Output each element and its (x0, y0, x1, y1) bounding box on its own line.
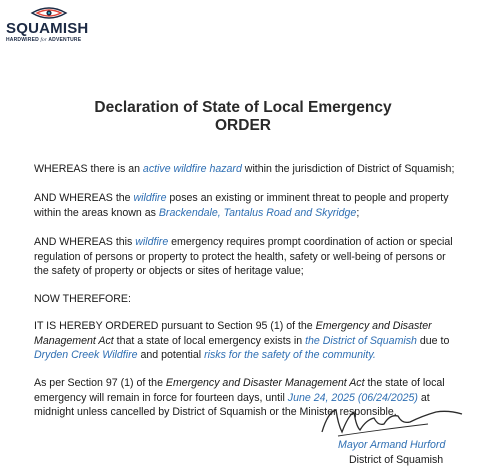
logo-tagline: HARDWIRED for ADVENTURE (6, 37, 82, 43)
paragraph-duration: As per Section 97 (1) of the Emergency and Disaster Management Act the state of local emergency will remain in force for fourteen days, until June 24, 2025 (06/24/2025) at midnight unless cancelled by District of Squamish or the Minister responsible. (34, 377, 445, 418)
paragraph-whereas-threat: AND WHEREAS the wildfire poses an existing or imminent threat to people and property within the areas known as Brackendale, Tantalus Road and Skyridge; (34, 192, 449, 219)
signatory-name: Mayor Armand Hurford (338, 439, 446, 451)
document-title: Declaration of State of Local Emergency (94, 99, 392, 116)
signature-icon (318, 402, 468, 442)
signatory-organization: District of Squamish (349, 454, 444, 466)
paragraph-now-therefore: NOW THEREFORE: (34, 293, 131, 305)
paragraph-whereas-hazard: WHEREAS there is an active wildfire hazard within the jurisdiction of District of Squamish; (34, 163, 455, 175)
logo-wordmark: SQUAMISH (6, 20, 89, 37)
document-subtitle: ORDER (215, 117, 271, 134)
paragraph-whereas-coordination: AND WHEREAS this wildfire emergency requires prompt coordination of action or special regulation of persons or property to protect the health, safety or well-being of persons or the safety of property or objects or sites of heritage value; (34, 236, 453, 277)
squamish-emblem-icon (30, 6, 68, 20)
squamish-logo (6, 6, 92, 44)
paragraph-order: IT IS HEREBY ORDERED pursuant to Section 95 (1) of the Emergency and Disaster Management Act that a state of local emergency exists in the District of Squamish due to Dryden Creek Wildfire and potential risks for the safety of the community. (34, 320, 450, 361)
